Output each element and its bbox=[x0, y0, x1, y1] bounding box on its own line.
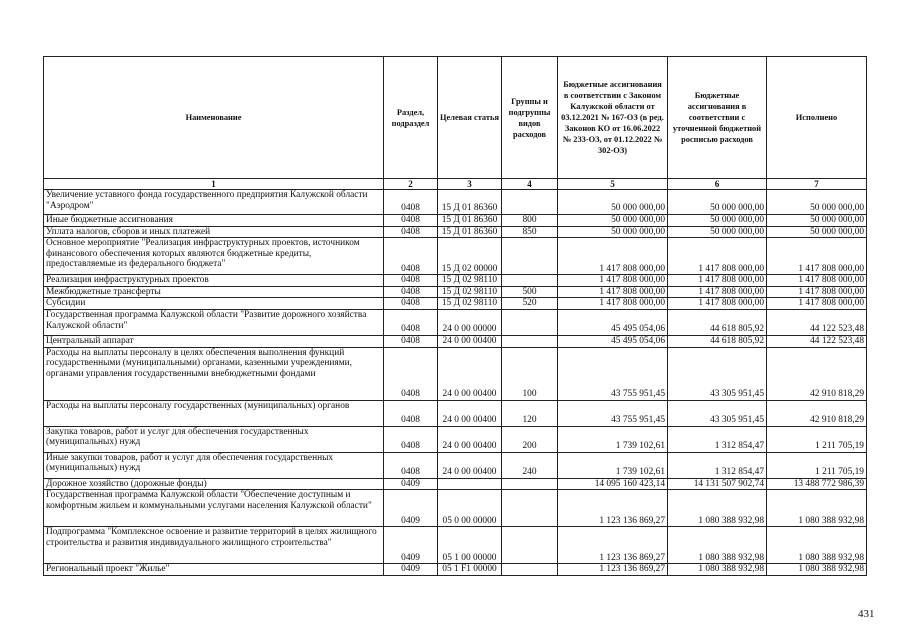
row-name: Иные закупки товаров, работ и услуг для обеспечения государственных (муниципальных) нужд bbox=[44, 452, 384, 478]
row-expense-group: 800 bbox=[502, 215, 558, 227]
row-expense-group: 120 bbox=[502, 400, 558, 426]
table-row bbox=[44, 238, 867, 275]
row-expense-group bbox=[502, 275, 558, 287]
table-row bbox=[44, 190, 867, 215]
row-adjusted-amount: 1 080 388 932,98 bbox=[668, 527, 767, 564]
row-target-article: 15 Д 01 86360 bbox=[438, 190, 502, 215]
row-name: Региональный проект "Жилье" bbox=[44, 564, 384, 576]
row-executed-amount: 1 211 705,19 bbox=[767, 426, 867, 452]
row-target-article: 15 Д 02 98110 bbox=[438, 286, 502, 298]
row-expense-group bbox=[502, 478, 558, 490]
row-target-article: 24 0 00 00400 bbox=[438, 347, 502, 400]
page-number: 431 bbox=[858, 608, 875, 620]
row-expense-group: 240 bbox=[502, 452, 558, 478]
row-target-article: 15 Д 02 00000 bbox=[438, 238, 502, 275]
row-adjusted-amount: 1 080 388 932,98 bbox=[668, 564, 767, 576]
row-expense-group: 850 bbox=[502, 226, 558, 238]
row-section: 0408 bbox=[384, 215, 438, 227]
header-adjusted: Бюджетные ассигнования в соответствии с уточненной бюджетной росписью расходов bbox=[668, 57, 767, 179]
row-planned-amount: 1 417 808 000,00 bbox=[558, 298, 668, 310]
row-expense-group: 100 bbox=[502, 347, 558, 400]
row-name: Закупка товаров, работ и услуг для обеспечения государственных (муниципальных) нужд bbox=[44, 426, 384, 452]
row-planned-amount: 1 417 808 000,00 bbox=[558, 286, 668, 298]
row-section: 0408 bbox=[384, 452, 438, 478]
row-section: 0408 bbox=[384, 190, 438, 215]
row-adjusted-amount: 44 618 805,92 bbox=[668, 309, 767, 335]
table-row bbox=[44, 298, 867, 310]
column-number: 5 bbox=[558, 179, 668, 190]
row-executed-amount: 42 910 818,29 bbox=[767, 400, 867, 426]
row-name: Основное мероприятие "Реализация инфраструктурных проектов, источником финансового обеспечения которых являются бюджетные кредиты, предоставляемые из федерального бюджета" bbox=[44, 238, 384, 275]
row-section: 0409 bbox=[384, 490, 438, 527]
column-number: 3 bbox=[438, 179, 502, 190]
column-number: 2 bbox=[384, 179, 438, 190]
row-adjusted-amount: 1 417 808 000,00 bbox=[668, 298, 767, 310]
row-target-article: 24 0 00 00400 bbox=[438, 335, 502, 347]
row-target-article bbox=[438, 478, 502, 490]
row-adjusted-amount: 50 000 000,00 bbox=[668, 215, 767, 227]
row-section: 0408 bbox=[384, 426, 438, 452]
table-row bbox=[44, 426, 867, 452]
row-target-article: 05 0 00 00000 bbox=[438, 490, 502, 527]
row-target-article: 24 0 00 00000 bbox=[438, 309, 502, 335]
table-row bbox=[44, 275, 867, 287]
column-number: 7 bbox=[767, 179, 867, 190]
row-planned-amount: 1 417 808 000,00 bbox=[558, 238, 668, 275]
row-adjusted-amount: 1 417 808 000,00 bbox=[668, 275, 767, 287]
table-row bbox=[44, 286, 867, 298]
row-adjusted-amount: 1 312 854,47 bbox=[668, 426, 767, 452]
row-expense-group bbox=[502, 490, 558, 527]
row-section: 0408 bbox=[384, 275, 438, 287]
row-planned-amount: 1 123 136 869,27 bbox=[558, 490, 668, 527]
row-name: Расходы на выплаты персоналу в целях обеспечения выполнения функций государственными (муниципальными) органами, казенными учреждениями, органами управления государственными внебюджетными фондами bbox=[44, 347, 384, 400]
row-executed-amount: 1 080 388 932,98 bbox=[767, 564, 867, 576]
row-name: Государственная программа Калужской области "Развитие дорожного хозяйства Калужской области" bbox=[44, 309, 384, 335]
row-planned-amount: 50 000 000,00 bbox=[558, 215, 668, 227]
table-row bbox=[44, 452, 867, 478]
row-name: Субсидии bbox=[44, 298, 384, 310]
row-expense-group: 520 bbox=[502, 298, 558, 310]
row-target-article: 15 Д 01 86360 bbox=[438, 215, 502, 227]
table-row bbox=[44, 215, 867, 227]
row-executed-amount: 50 000 000,00 bbox=[767, 215, 867, 227]
row-expense-group bbox=[502, 527, 558, 564]
row-planned-amount: 50 000 000,00 bbox=[558, 226, 668, 238]
row-executed-amount: 1 211 705,19 bbox=[767, 452, 867, 478]
row-name: Реализация инфраструктурных проектов bbox=[44, 275, 384, 287]
row-target-article: 05 1 00 00000 bbox=[438, 527, 502, 564]
row-section: 0408 bbox=[384, 400, 438, 426]
column-number: 1 bbox=[44, 179, 384, 190]
row-section: 0408 bbox=[384, 286, 438, 298]
row-target-article: 15 Д 02 98110 bbox=[438, 298, 502, 310]
column-number: 6 bbox=[668, 179, 767, 190]
table-row bbox=[44, 226, 867, 238]
row-adjusted-amount: 43 305 951,45 bbox=[668, 347, 767, 400]
row-adjusted-amount: 50 000 000,00 bbox=[668, 190, 767, 215]
row-expense-group: 200 bbox=[502, 426, 558, 452]
table-row bbox=[44, 335, 867, 347]
row-expense-group: 500 bbox=[502, 286, 558, 298]
row-executed-amount: 1 417 808 000,00 bbox=[767, 238, 867, 275]
row-adjusted-amount: 1 417 808 000,00 bbox=[668, 286, 767, 298]
row-section: 0408 bbox=[384, 335, 438, 347]
row-adjusted-amount: 14 131 507 902,74 bbox=[668, 478, 767, 490]
row-adjusted-amount: 1 080 388 932,98 bbox=[668, 490, 767, 527]
row-expense-group bbox=[502, 564, 558, 576]
row-planned-amount: 14 095 160 423,14 bbox=[558, 478, 668, 490]
row-expense-group bbox=[502, 238, 558, 275]
row-executed-amount: 44 122 523,48 bbox=[767, 335, 867, 347]
row-executed-amount: 1 417 808 000,00 bbox=[767, 286, 867, 298]
row-executed-amount: 44 122 523,48 bbox=[767, 309, 867, 335]
table-row bbox=[44, 400, 867, 426]
row-executed-amount: 42 910 818,29 bbox=[767, 347, 867, 400]
row-target-article: 15 Д 01 86360 bbox=[438, 226, 502, 238]
table-row bbox=[44, 490, 867, 527]
row-executed-amount: 1 080 388 932,98 bbox=[767, 527, 867, 564]
row-expense-group bbox=[502, 190, 558, 215]
row-executed-amount: 50 000 000,00 bbox=[767, 190, 867, 215]
row-planned-amount: 43 755 951,45 bbox=[558, 400, 668, 426]
table-row bbox=[44, 478, 867, 490]
row-adjusted-amount: 1 312 854,47 bbox=[668, 452, 767, 478]
row-section: 0408 bbox=[384, 298, 438, 310]
header-planned: Бюджетные ассигнования в соответствии с Законом Калужской области от 03.12.2021 № 167-ОЗ (в ред. Законов КО от 16.06.2022 № 233-ОЗ, от 01.12.2022 № 302-ОЗ) bbox=[558, 57, 668, 179]
row-planned-amount: 43 755 951,45 bbox=[558, 347, 668, 400]
row-section: 0408 bbox=[384, 309, 438, 335]
row-section: 0408 bbox=[384, 226, 438, 238]
header-target: Целевая статья bbox=[438, 57, 502, 179]
row-section: 0409 bbox=[384, 478, 438, 490]
row-executed-amount: 1 417 808 000,00 bbox=[767, 275, 867, 287]
row-planned-amount: 45 495 054,06 bbox=[558, 309, 668, 335]
header-section: Раздел, подраздел bbox=[384, 57, 438, 179]
row-target-article: 24 0 00 00400 bbox=[438, 452, 502, 478]
header-executed: Исполнено bbox=[767, 57, 867, 179]
row-name: Иные бюджетные ассигнования bbox=[44, 215, 384, 227]
row-expense-group bbox=[502, 335, 558, 347]
column-number: 4 bbox=[502, 179, 558, 190]
header-row bbox=[44, 57, 867, 179]
row-planned-amount: 45 495 054,06 bbox=[558, 335, 668, 347]
row-executed-amount: 13 488 772 986,39 bbox=[767, 478, 867, 490]
row-name: Увеличение уставного фонда государственного предприятия Калужской области "Аэродром" bbox=[44, 190, 384, 215]
row-planned-amount: 1 123 136 869,27 bbox=[558, 564, 668, 576]
row-target-article: 15 Д 02 98110 bbox=[438, 275, 502, 287]
table-row bbox=[44, 564, 867, 576]
row-planned-amount: 1 739 102,61 bbox=[558, 426, 668, 452]
row-name: Межбюджетные трансферты bbox=[44, 286, 384, 298]
row-name: Государственная программа Калужской области "Обеспечение доступным и комфортным жильем и коммунальными услугами населения Калужской области" bbox=[44, 490, 384, 527]
row-section: 0409 bbox=[384, 564, 438, 576]
row-name: Подпрограмма "Комплексное освоение и развитие территорий в целях жилищного строительства и развития индивидуального жилищного строительства" bbox=[44, 527, 384, 564]
column-number-row bbox=[44, 179, 867, 190]
row-target-article: 24 0 00 00400 bbox=[438, 400, 502, 426]
row-section: 0408 bbox=[384, 238, 438, 275]
table-row bbox=[44, 347, 867, 400]
budget-table bbox=[43, 56, 867, 576]
row-planned-amount: 1 123 136 869,27 bbox=[558, 527, 668, 564]
header-name: Наименование bbox=[44, 57, 384, 179]
row-executed-amount: 50 000 000,00 bbox=[767, 226, 867, 238]
row-target-article: 05 1 F1 00000 bbox=[438, 564, 502, 576]
row-name: Дорожное хозяйство (дорожные фонды) bbox=[44, 478, 384, 490]
row-adjusted-amount: 1 417 808 000,00 bbox=[668, 238, 767, 275]
row-name: Расходы на выплаты персоналу государственных (муниципальных) органов bbox=[44, 400, 384, 426]
row-planned-amount: 1 417 808 000,00 bbox=[558, 275, 668, 287]
header-group: Группы и подгруппы видов расходов bbox=[502, 57, 558, 179]
row-target-article: 24 0 00 00400 bbox=[438, 426, 502, 452]
row-expense-group bbox=[502, 309, 558, 335]
row-adjusted-amount: 43 305 951,45 bbox=[668, 400, 767, 426]
row-executed-amount: 1 080 388 932,98 bbox=[767, 490, 867, 527]
table-row bbox=[44, 309, 867, 335]
row-adjusted-amount: 50 000 000,00 bbox=[668, 226, 767, 238]
row-section: 0409 bbox=[384, 527, 438, 564]
row-executed-amount: 1 417 808 000,00 bbox=[767, 298, 867, 310]
table-row bbox=[44, 527, 867, 564]
row-name: Центральный аппарат bbox=[44, 335, 384, 347]
row-name: Уплата налогов, сборов и иных платежей bbox=[44, 226, 384, 238]
row-planned-amount: 1 739 102,61 bbox=[558, 452, 668, 478]
row-planned-amount: 50 000 000,00 bbox=[558, 190, 668, 215]
row-section: 0408 bbox=[384, 347, 438, 400]
row-adjusted-amount: 44 618 805,92 bbox=[668, 335, 767, 347]
